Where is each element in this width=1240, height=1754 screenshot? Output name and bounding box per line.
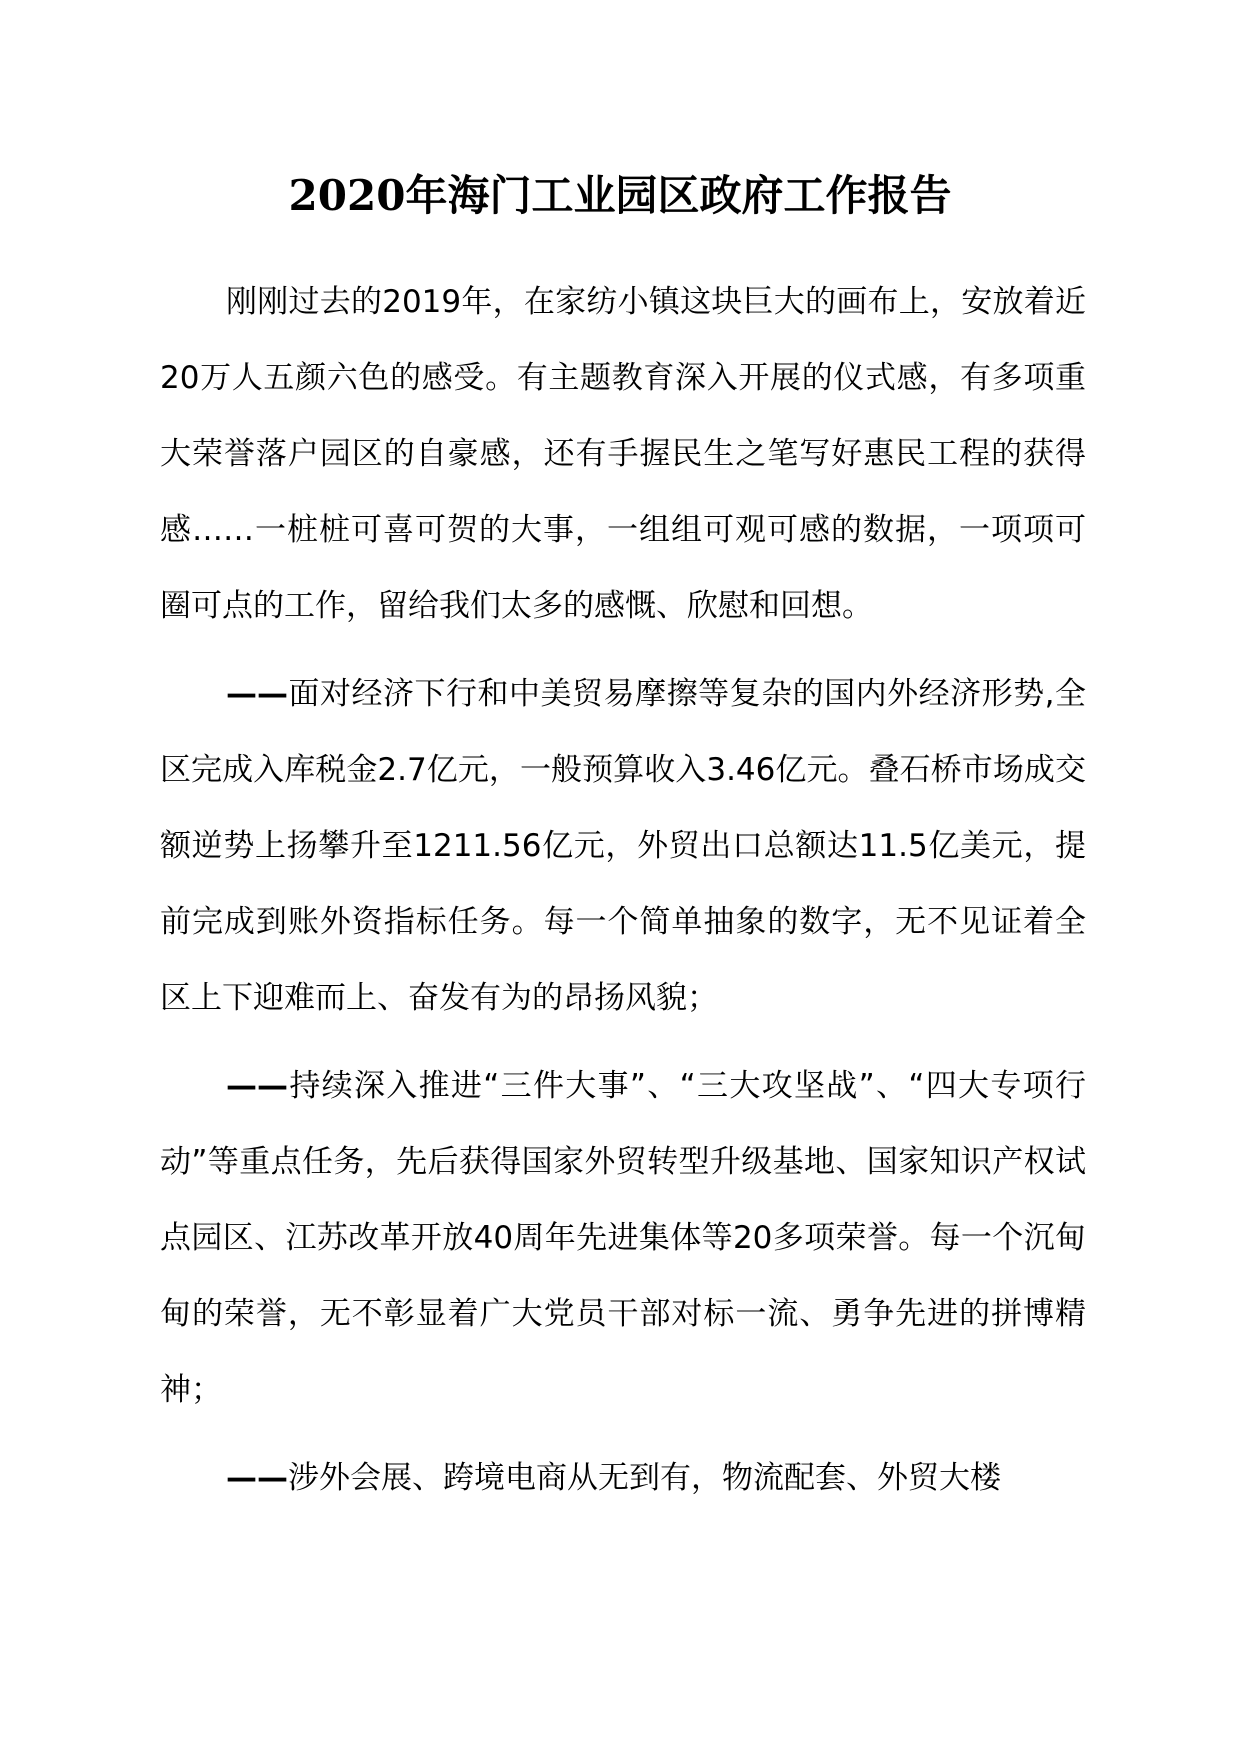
paragraph-economy xyxy=(160,656,1086,1036)
paragraph-dash: —— xyxy=(226,1460,288,1496)
paragraph-text: 面对经济下行和中美贸易摩擦等复杂的国内外经济形势,全区完成入库税金2.7亿元，一般预算收入3.46亿元。叠石桥市场成交额逆势上扬攀升至1211.56亿元，外贸出口总额达11.5亿美元，提前完成到账外资指标任务。每一个简单抽象的数字，无不见证着全区上下迎难而上、奋发有为的昂扬风貌； xyxy=(160,676,1086,1016)
paragraph-intro xyxy=(160,264,1086,644)
document-title: 2020年海门工业园区政府工作报告 xyxy=(288,171,952,220)
paragraph-text: 涉外会展、跨境电商从无到有，物流配套、外贸大楼 xyxy=(288,1460,1001,1496)
paragraph-text: 持续深入推进“三件大事”、“三大攻坚战”、“四大专项行动”等重点任务，先后获得国家外贸转型升级基地、国家知识产权试点园区、江苏改革开放40周年先进集体等20多项荣誉。每一个沉甸甸的荣誉，无不彰显着广大党员干部对标一流、勇争先进的拼博精神； xyxy=(160,1068,1086,1408)
paragraph-text: 刚刚过去的2019年，在家纺小镇这块巨大的画布上，安放着近20万人五颜六色的感受。有主题教育深入开展的仪式感，有多项重大荣誉落户园区的自豪感，还有手握民生之笔写好惠民工程的获得感……一桩桩可喜可贺的大事，一组组可观可感的数据，一项项可圈可点的工作，留给我们太多的感慨、欣慰和回想。 xyxy=(160,284,1086,624)
paragraph-dash: —— xyxy=(226,676,288,712)
document-body xyxy=(160,264,1086,1528)
paragraph-honors xyxy=(160,1048,1086,1428)
paragraph-trade xyxy=(160,1440,1086,1516)
paragraph-dash: —— xyxy=(226,1068,288,1104)
